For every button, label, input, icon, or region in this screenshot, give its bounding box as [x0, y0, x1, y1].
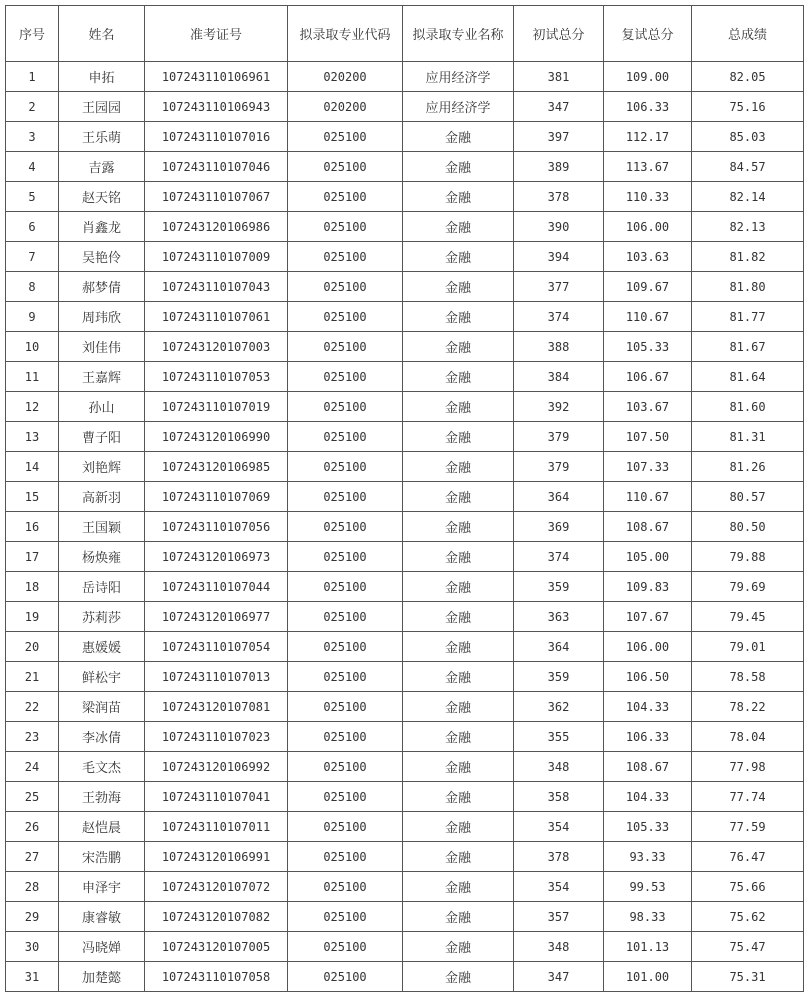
cell-exam-id: 107243120106986	[145, 212, 288, 242]
cell-major-code: 025100	[288, 632, 403, 662]
cell-major-code: 025100	[288, 482, 403, 512]
cell-name: 赵天铭	[59, 182, 145, 212]
cell-index: 8	[6, 272, 59, 302]
cell-major-code: 025100	[288, 902, 403, 932]
cell-major-code: 025100	[288, 662, 403, 692]
header-exam-id: 准考证号	[145, 6, 288, 62]
header-major-code: 拟录取专业代码	[288, 6, 403, 62]
cell-index: 3	[6, 122, 59, 152]
cell-major-code: 025100	[288, 122, 403, 152]
cell-name: 周玮欣	[59, 302, 145, 332]
cell-name: 苏莉莎	[59, 602, 145, 632]
table-row	[6, 182, 804, 212]
cell-initial-score: 358	[514, 782, 604, 812]
cell-retest-score: 99.53	[604, 872, 692, 902]
cell-name: 肖鑫龙	[59, 212, 145, 242]
cell-major-code: 025100	[288, 362, 403, 392]
cell-major-name: 金融	[403, 122, 514, 152]
cell-retest-score: 106.67	[604, 362, 692, 392]
cell-index: 7	[6, 242, 59, 272]
cell-retest-score: 106.33	[604, 722, 692, 752]
cell-name: 毛文杰	[59, 752, 145, 782]
table-row	[6, 482, 804, 512]
cell-major-code: 025100	[288, 542, 403, 572]
cell-index: 24	[6, 752, 59, 782]
cell-major-name: 金融	[403, 452, 514, 482]
cell-major-name: 金融	[403, 602, 514, 632]
cell-name: 王勃海	[59, 782, 145, 812]
cell-index: 29	[6, 902, 59, 932]
cell-exam-id: 107243110107061	[145, 302, 288, 332]
cell-index: 1	[6, 62, 59, 92]
table-row	[6, 962, 804, 992]
cell-major-code: 025100	[288, 572, 403, 602]
cell-major-name: 金融	[403, 332, 514, 362]
cell-name: 曹子阳	[59, 422, 145, 452]
table-row	[6, 632, 804, 662]
cell-initial-score: 389	[514, 152, 604, 182]
cell-exam-id: 107243110107013	[145, 662, 288, 692]
cell-index: 6	[6, 212, 59, 242]
table-row	[6, 812, 804, 842]
cell-total-score: 81.77	[692, 302, 804, 332]
cell-name: 宋浩鹏	[59, 842, 145, 872]
cell-name: 王国颖	[59, 512, 145, 542]
table-row	[6, 422, 804, 452]
cell-index: 12	[6, 392, 59, 422]
cell-index: 17	[6, 542, 59, 572]
cell-retest-score: 106.33	[604, 92, 692, 122]
cell-index: 25	[6, 782, 59, 812]
cell-retest-score: 113.67	[604, 152, 692, 182]
cell-name: 刘艳辉	[59, 452, 145, 482]
cell-exam-id: 107243120107072	[145, 872, 288, 902]
cell-index: 18	[6, 572, 59, 602]
cell-major-name: 金融	[403, 962, 514, 992]
cell-major-name: 金融	[403, 662, 514, 692]
cell-major-code: 025100	[288, 842, 403, 872]
table-row	[6, 572, 804, 602]
cell-retest-score: 108.67	[604, 512, 692, 542]
cell-major-name: 金融	[403, 152, 514, 182]
cell-retest-score: 110.67	[604, 482, 692, 512]
cell-retest-score: 93.33	[604, 842, 692, 872]
table-row	[6, 842, 804, 872]
cell-major-name: 金融	[403, 392, 514, 422]
cell-total-score: 82.13	[692, 212, 804, 242]
cell-major-code: 025100	[288, 152, 403, 182]
cell-name: 岳诗阳	[59, 572, 145, 602]
cell-name: 冯晓婵	[59, 932, 145, 962]
table-row	[6, 92, 804, 122]
cell-index: 10	[6, 332, 59, 362]
cell-total-score: 81.26	[692, 452, 804, 482]
cell-total-score: 85.03	[692, 122, 804, 152]
cell-retest-score: 109.83	[604, 572, 692, 602]
cell-name: 高新羽	[59, 482, 145, 512]
cell-name: 吴艳伶	[59, 242, 145, 272]
cell-total-score: 80.57	[692, 482, 804, 512]
cell-index: 20	[6, 632, 59, 662]
cell-index: 22	[6, 692, 59, 722]
cell-retest-score: 112.17	[604, 122, 692, 152]
cell-exam-id: 107243110107056	[145, 512, 288, 542]
cell-name: 郝梦倩	[59, 272, 145, 302]
cell-total-score: 75.31	[692, 962, 804, 992]
cell-major-code: 025100	[288, 812, 403, 842]
cell-total-score: 75.62	[692, 902, 804, 932]
cell-name: 梁润苗	[59, 692, 145, 722]
cell-retest-score: 109.67	[604, 272, 692, 302]
cell-exam-id: 107243120106977	[145, 602, 288, 632]
cell-name: 鲜松宇	[59, 662, 145, 692]
cell-initial-score: 364	[514, 482, 604, 512]
cell-initial-score: 379	[514, 452, 604, 482]
cell-major-name: 金融	[403, 302, 514, 332]
cell-major-name: 金融	[403, 482, 514, 512]
cell-name: 杨焕雍	[59, 542, 145, 572]
cell-retest-score: 101.00	[604, 962, 692, 992]
cell-total-score: 77.59	[692, 812, 804, 842]
cell-retest-score: 110.67	[604, 302, 692, 332]
cell-total-score: 81.67	[692, 332, 804, 362]
table-body	[6, 62, 804, 992]
cell-retest-score: 104.33	[604, 692, 692, 722]
table-row	[6, 662, 804, 692]
cell-major-code: 025100	[288, 332, 403, 362]
cell-major-name: 金融	[403, 242, 514, 272]
cell-index: 21	[6, 662, 59, 692]
table-row	[6, 242, 804, 272]
cell-initial-score: 392	[514, 392, 604, 422]
header-initial-score: 初试总分	[514, 6, 604, 62]
cell-name: 申拓	[59, 62, 145, 92]
cell-major-code: 025100	[288, 932, 403, 962]
cell-major-name: 金融	[403, 872, 514, 902]
cell-exam-id: 107243110107023	[145, 722, 288, 752]
table-row	[6, 932, 804, 962]
cell-major-name: 金融	[403, 422, 514, 452]
cell-total-score: 79.69	[692, 572, 804, 602]
cell-retest-score: 101.13	[604, 932, 692, 962]
cell-initial-score: 390	[514, 212, 604, 242]
cell-name: 刘佳伟	[59, 332, 145, 362]
cell-total-score: 75.16	[692, 92, 804, 122]
cell-major-code: 025100	[288, 182, 403, 212]
cell-major-name: 金融	[403, 632, 514, 662]
cell-index: 5	[6, 182, 59, 212]
cell-index: 31	[6, 962, 59, 992]
table-row	[6, 332, 804, 362]
cell-major-name: 金融	[403, 722, 514, 752]
cell-exam-id: 107243110106943	[145, 92, 288, 122]
cell-name: 惠媛媛	[59, 632, 145, 662]
header-retest-score: 复试总分	[604, 6, 692, 62]
cell-exam-id: 107243110107044	[145, 572, 288, 602]
cell-retest-score: 106.00	[604, 632, 692, 662]
table-row	[6, 272, 804, 302]
cell-major-name: 金融	[403, 272, 514, 302]
table-header-row	[6, 6, 804, 62]
cell-major-code: 025100	[288, 752, 403, 782]
cell-retest-score: 103.63	[604, 242, 692, 272]
cell-exam-id: 107243110107053	[145, 362, 288, 392]
cell-major-name: 金融	[403, 782, 514, 812]
cell-major-name: 金融	[403, 512, 514, 542]
table-row	[6, 872, 804, 902]
cell-initial-score: 374	[514, 542, 604, 572]
cell-retest-score: 107.50	[604, 422, 692, 452]
cell-major-name: 金融	[403, 812, 514, 842]
cell-index: 11	[6, 362, 59, 392]
cell-index: 2	[6, 92, 59, 122]
cell-index: 26	[6, 812, 59, 842]
admission-score-table	[5, 5, 804, 992]
table-row	[6, 122, 804, 152]
cell-exam-id: 107243120106973	[145, 542, 288, 572]
cell-total-score: 81.60	[692, 392, 804, 422]
cell-major-code: 025100	[288, 962, 403, 992]
cell-index: 28	[6, 872, 59, 902]
cell-major-code: 025100	[288, 452, 403, 482]
cell-index: 4	[6, 152, 59, 182]
cell-total-score: 81.64	[692, 362, 804, 392]
table-row	[6, 302, 804, 332]
table-row	[6, 752, 804, 782]
cell-total-score: 78.58	[692, 662, 804, 692]
cell-major-code: 025100	[288, 872, 403, 902]
header-name: 姓名	[59, 6, 145, 62]
cell-name: 王乐萌	[59, 122, 145, 152]
cell-major-code: 025100	[288, 392, 403, 422]
cell-major-name: 金融	[403, 932, 514, 962]
cell-major-code: 025100	[288, 782, 403, 812]
cell-total-score: 84.57	[692, 152, 804, 182]
cell-retest-score: 103.67	[604, 392, 692, 422]
cell-major-name: 金融	[403, 692, 514, 722]
cell-initial-score: 348	[514, 752, 604, 782]
cell-total-score: 75.66	[692, 872, 804, 902]
cell-exam-id: 107243110107016	[145, 122, 288, 152]
cell-initial-score: 354	[514, 812, 604, 842]
cell-name: 康睿敏	[59, 902, 145, 932]
cell-exam-id: 107243110107019	[145, 392, 288, 422]
cell-exam-id: 107243120107005	[145, 932, 288, 962]
cell-exam-id: 107243110107009	[145, 242, 288, 272]
cell-exam-id: 107243120107082	[145, 902, 288, 932]
cell-index: 23	[6, 722, 59, 752]
cell-total-score: 80.50	[692, 512, 804, 542]
cell-name: 吉露	[59, 152, 145, 182]
cell-exam-id: 107243110107067	[145, 182, 288, 212]
cell-major-name: 金融	[403, 542, 514, 572]
cell-initial-score: 374	[514, 302, 604, 332]
table-row	[6, 542, 804, 572]
table-row	[6, 512, 804, 542]
cell-exam-id: 107243120106991	[145, 842, 288, 872]
cell-total-score: 81.31	[692, 422, 804, 452]
cell-initial-score: 394	[514, 242, 604, 272]
cell-index: 9	[6, 302, 59, 332]
cell-major-name: 金融	[403, 182, 514, 212]
cell-initial-score: 369	[514, 512, 604, 542]
table-row	[6, 392, 804, 422]
table-row	[6, 212, 804, 242]
cell-index: 27	[6, 842, 59, 872]
cell-exam-id: 107243110107069	[145, 482, 288, 512]
cell-major-name: 金融	[403, 752, 514, 782]
cell-exam-id: 107243110107058	[145, 962, 288, 992]
cell-name: 王嘉辉	[59, 362, 145, 392]
cell-exam-id: 107243110107054	[145, 632, 288, 662]
cell-total-score: 76.47	[692, 842, 804, 872]
cell-major-name: 金融	[403, 842, 514, 872]
cell-initial-score: 378	[514, 842, 604, 872]
cell-major-code: 025100	[288, 302, 403, 332]
cell-major-code: 025100	[288, 722, 403, 752]
cell-exam-id: 107243110107041	[145, 782, 288, 812]
cell-exam-id: 107243120107081	[145, 692, 288, 722]
table-row	[6, 452, 804, 482]
cell-retest-score: 104.33	[604, 782, 692, 812]
table-row	[6, 602, 804, 632]
cell-retest-score: 108.67	[604, 752, 692, 782]
cell-index: 19	[6, 602, 59, 632]
cell-retest-score: 107.33	[604, 452, 692, 482]
cell-initial-score: 363	[514, 602, 604, 632]
cell-retest-score: 98.33	[604, 902, 692, 932]
cell-initial-score: 355	[514, 722, 604, 752]
cell-name: 赵恺晨	[59, 812, 145, 842]
cell-index: 30	[6, 932, 59, 962]
cell-major-code: 025100	[288, 242, 403, 272]
cell-total-score: 81.82	[692, 242, 804, 272]
header-total-score: 总成绩	[692, 6, 804, 62]
cell-total-score: 78.22	[692, 692, 804, 722]
cell-major-code: 025100	[288, 512, 403, 542]
cell-major-code: 025100	[288, 272, 403, 302]
cell-total-score: 79.88	[692, 542, 804, 572]
cell-initial-score: 377	[514, 272, 604, 302]
cell-total-score: 82.14	[692, 182, 804, 212]
cell-exam-id: 107243110107046	[145, 152, 288, 182]
table-row	[6, 692, 804, 722]
cell-initial-score: 388	[514, 332, 604, 362]
cell-name: 孙山	[59, 392, 145, 422]
cell-major-name: 金融	[403, 902, 514, 932]
cell-initial-score: 354	[514, 872, 604, 902]
cell-initial-score: 379	[514, 422, 604, 452]
cell-major-name: 金融	[403, 362, 514, 392]
header-index: 序号	[6, 6, 59, 62]
cell-initial-score: 359	[514, 662, 604, 692]
cell-index: 16	[6, 512, 59, 542]
cell-initial-score: 384	[514, 362, 604, 392]
table-row	[6, 362, 804, 392]
cell-initial-score: 357	[514, 902, 604, 932]
cell-exam-id: 107243120106990	[145, 422, 288, 452]
cell-major-code: 025100	[288, 422, 403, 452]
table-row	[6, 902, 804, 932]
table-row	[6, 62, 804, 92]
cell-retest-score: 105.33	[604, 812, 692, 842]
cell-index: 15	[6, 482, 59, 512]
cell-name: 李冰倩	[59, 722, 145, 752]
cell-major-name: 应用经济学	[403, 92, 514, 122]
cell-initial-score: 397	[514, 122, 604, 152]
cell-total-score: 75.47	[692, 932, 804, 962]
cell-initial-score: 347	[514, 92, 604, 122]
cell-retest-score: 106.00	[604, 212, 692, 242]
table-row	[6, 152, 804, 182]
cell-initial-score: 362	[514, 692, 604, 722]
cell-exam-id: 107243110106961	[145, 62, 288, 92]
cell-major-name: 金融	[403, 212, 514, 242]
cell-exam-id: 107243120106992	[145, 752, 288, 782]
cell-initial-score: 348	[514, 932, 604, 962]
cell-name: 加楚懿	[59, 962, 145, 992]
cell-exam-id: 107243120106985	[145, 452, 288, 482]
cell-retest-score: 106.50	[604, 662, 692, 692]
cell-retest-score: 109.00	[604, 62, 692, 92]
cell-retest-score: 105.00	[604, 542, 692, 572]
cell-initial-score: 378	[514, 182, 604, 212]
cell-major-code: 025100	[288, 212, 403, 242]
header-major-name: 拟录取专业名称	[403, 6, 514, 62]
cell-exam-id: 107243120107003	[145, 332, 288, 362]
cell-name: 申泽宇	[59, 872, 145, 902]
cell-total-score: 79.45	[692, 602, 804, 632]
cell-total-score: 81.80	[692, 272, 804, 302]
cell-major-code: 020200	[288, 62, 403, 92]
cell-initial-score: 347	[514, 962, 604, 992]
cell-major-code: 020200	[288, 92, 403, 122]
cell-retest-score: 107.67	[604, 602, 692, 632]
cell-total-score: 77.74	[692, 782, 804, 812]
cell-total-score: 78.04	[692, 722, 804, 752]
cell-exam-id: 107243110107011	[145, 812, 288, 842]
cell-initial-score: 364	[514, 632, 604, 662]
cell-exam-id: 107243110107043	[145, 272, 288, 302]
table-row	[6, 722, 804, 752]
cell-retest-score: 105.33	[604, 332, 692, 362]
cell-initial-score: 381	[514, 62, 604, 92]
cell-index: 13	[6, 422, 59, 452]
cell-retest-score: 110.33	[604, 182, 692, 212]
cell-major-code: 025100	[288, 692, 403, 722]
cell-major-code: 025100	[288, 602, 403, 632]
cell-total-score: 82.05	[692, 62, 804, 92]
table-row	[6, 782, 804, 812]
cell-total-score: 77.98	[692, 752, 804, 782]
cell-total-score: 79.01	[692, 632, 804, 662]
cell-major-name: 应用经济学	[403, 62, 514, 92]
cell-index: 14	[6, 452, 59, 482]
cell-initial-score: 359	[514, 572, 604, 602]
cell-name: 王园园	[59, 92, 145, 122]
cell-major-name: 金融	[403, 572, 514, 602]
